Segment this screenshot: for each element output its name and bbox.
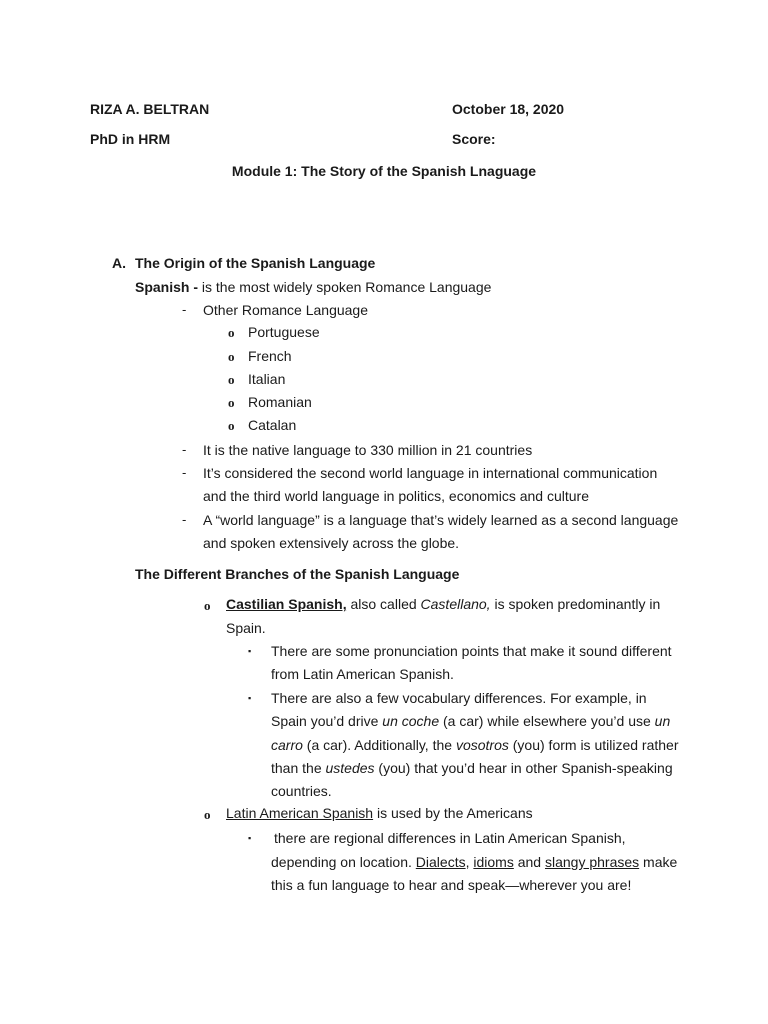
circle-bullet: o — [228, 325, 235, 340]
module-title: Module 1: The Story of the Spanish Lnaguage — [231, 163, 537, 179]
castellano-term: Castellano, — [420, 596, 491, 612]
vocab-text: (you) form is utilized rather — [508, 737, 679, 753]
regional-differences-line2 — [271, 853, 677, 871]
spanish-definition-text: is the most widely spoken Romance Language — [198, 279, 492, 295]
idioms-term: idioms — [473, 854, 514, 870]
vocabulary-item: There are also a few vocabulary differences. For example, in — [271, 690, 647, 706]
latin-american-text: is used by the Americans — [373, 805, 533, 821]
world-language-item: A “world language” is a language that’s widely learned as a second language — [203, 512, 679, 528]
second-language-item-cont: and the third world language in politics, economics and culture — [203, 488, 590, 504]
slangy-phrases-term: slangy phrases — [544, 854, 640, 870]
castilian-text: is spoken predominantly in — [490, 596, 661, 612]
native-speakers-item: It is the native language to 330 million in 21 countries — [203, 442, 533, 458]
dash-bullet: - — [182, 302, 187, 317]
language-item: Portuguese — [248, 324, 320, 340]
square-bullet: ▪ — [248, 646, 252, 656]
language-item: Romanian — [248, 394, 312, 410]
pronunciation-item-cont: from Latin American Spanish. — [271, 666, 454, 682]
other-romance-item: Other Romance Language — [203, 302, 368, 318]
vocab-text: than the — [271, 760, 326, 776]
castilian-item — [226, 595, 660, 613]
regional-text: depending on location. — [271, 854, 416, 870]
regional-text: , — [465, 854, 474, 870]
dash-bullet: - — [182, 512, 187, 527]
regional-text: and — [513, 854, 545, 870]
vocabulary-item-line5: countries. — [271, 783, 332, 799]
latin-american-item — [226, 804, 533, 822]
vosotros-term: vosotros — [455, 737, 509, 753]
circle-bullet: o — [228, 395, 235, 410]
vocab-text: Spain you’d drive — [271, 713, 383, 729]
dash-bullet: - — [182, 465, 187, 480]
branches-heading: The Different Branches of the Spanish Language — [135, 566, 460, 582]
vocabulary-item-line3 — [271, 736, 678, 754]
pronunciation-item: There are some pronunciation points that make it sound different — [271, 643, 672, 659]
circle-bullet: o — [228, 418, 235, 433]
square-bullet: ▪ — [248, 833, 252, 843]
ustedes-term: ustedes — [325, 760, 375, 776]
second-language-item: It’s considered the second world language in international communication — [203, 465, 658, 481]
language-item: Italian — [248, 371, 286, 387]
section-a-marker: A. — [112, 255, 126, 271]
language-item: Catalan — [248, 417, 297, 433]
document-date: October 18, 2020 — [452, 101, 565, 117]
circle-bullet: o — [228, 372, 235, 387]
author-name: RIZA A. BELTRAN — [90, 101, 210, 117]
vocab-text: (a car). Additionally, the — [302, 737, 456, 753]
regional-differences-item: there are regional differences in Latin American Spanish, — [274, 830, 626, 846]
score-label: Score: — [452, 131, 496, 147]
spanish-definition — [135, 278, 491, 296]
un-coche-term: un coche — [382, 713, 440, 729]
dialects-term: Dialects — [415, 854, 466, 870]
un-term: un — [654, 713, 671, 729]
dash-bullet: - — [182, 442, 187, 457]
world-language-item-cont: and spoken extensively across the globe. — [203, 535, 460, 551]
circle-bullet: o — [228, 349, 235, 364]
latin-american-term: Latin American Spanish — [226, 805, 374, 821]
square-bullet: ▪ — [248, 693, 252, 703]
language-item: French — [248, 348, 292, 364]
section-a-heading: The Origin of the Spanish Language — [135, 255, 376, 271]
castilian-term: Castilian Spanish, — [226, 596, 347, 612]
circle-bullet: o — [204, 598, 211, 613]
vocabulary-item-line4 — [271, 759, 673, 777]
carro-term: carro — [271, 737, 303, 753]
degree: PhD in HRM — [90, 131, 171, 147]
regional-differences-line3: this a fun language to hear and speak—wherever you are! — [271, 877, 632, 893]
spanish-term: Spanish - — [135, 279, 199, 295]
regional-text: make — [639, 854, 678, 870]
circle-bullet: o — [204, 807, 211, 822]
vocab-text: (you) that you’d hear in other Spanish-speaking — [374, 760, 673, 776]
vocab-text: (a car) while elsewhere you’d use — [439, 713, 655, 729]
vocabulary-item-line2 — [271, 712, 670, 730]
castilian-text: also called — [346, 596, 421, 612]
castilian-item-cont: Spain. — [226, 620, 266, 636]
